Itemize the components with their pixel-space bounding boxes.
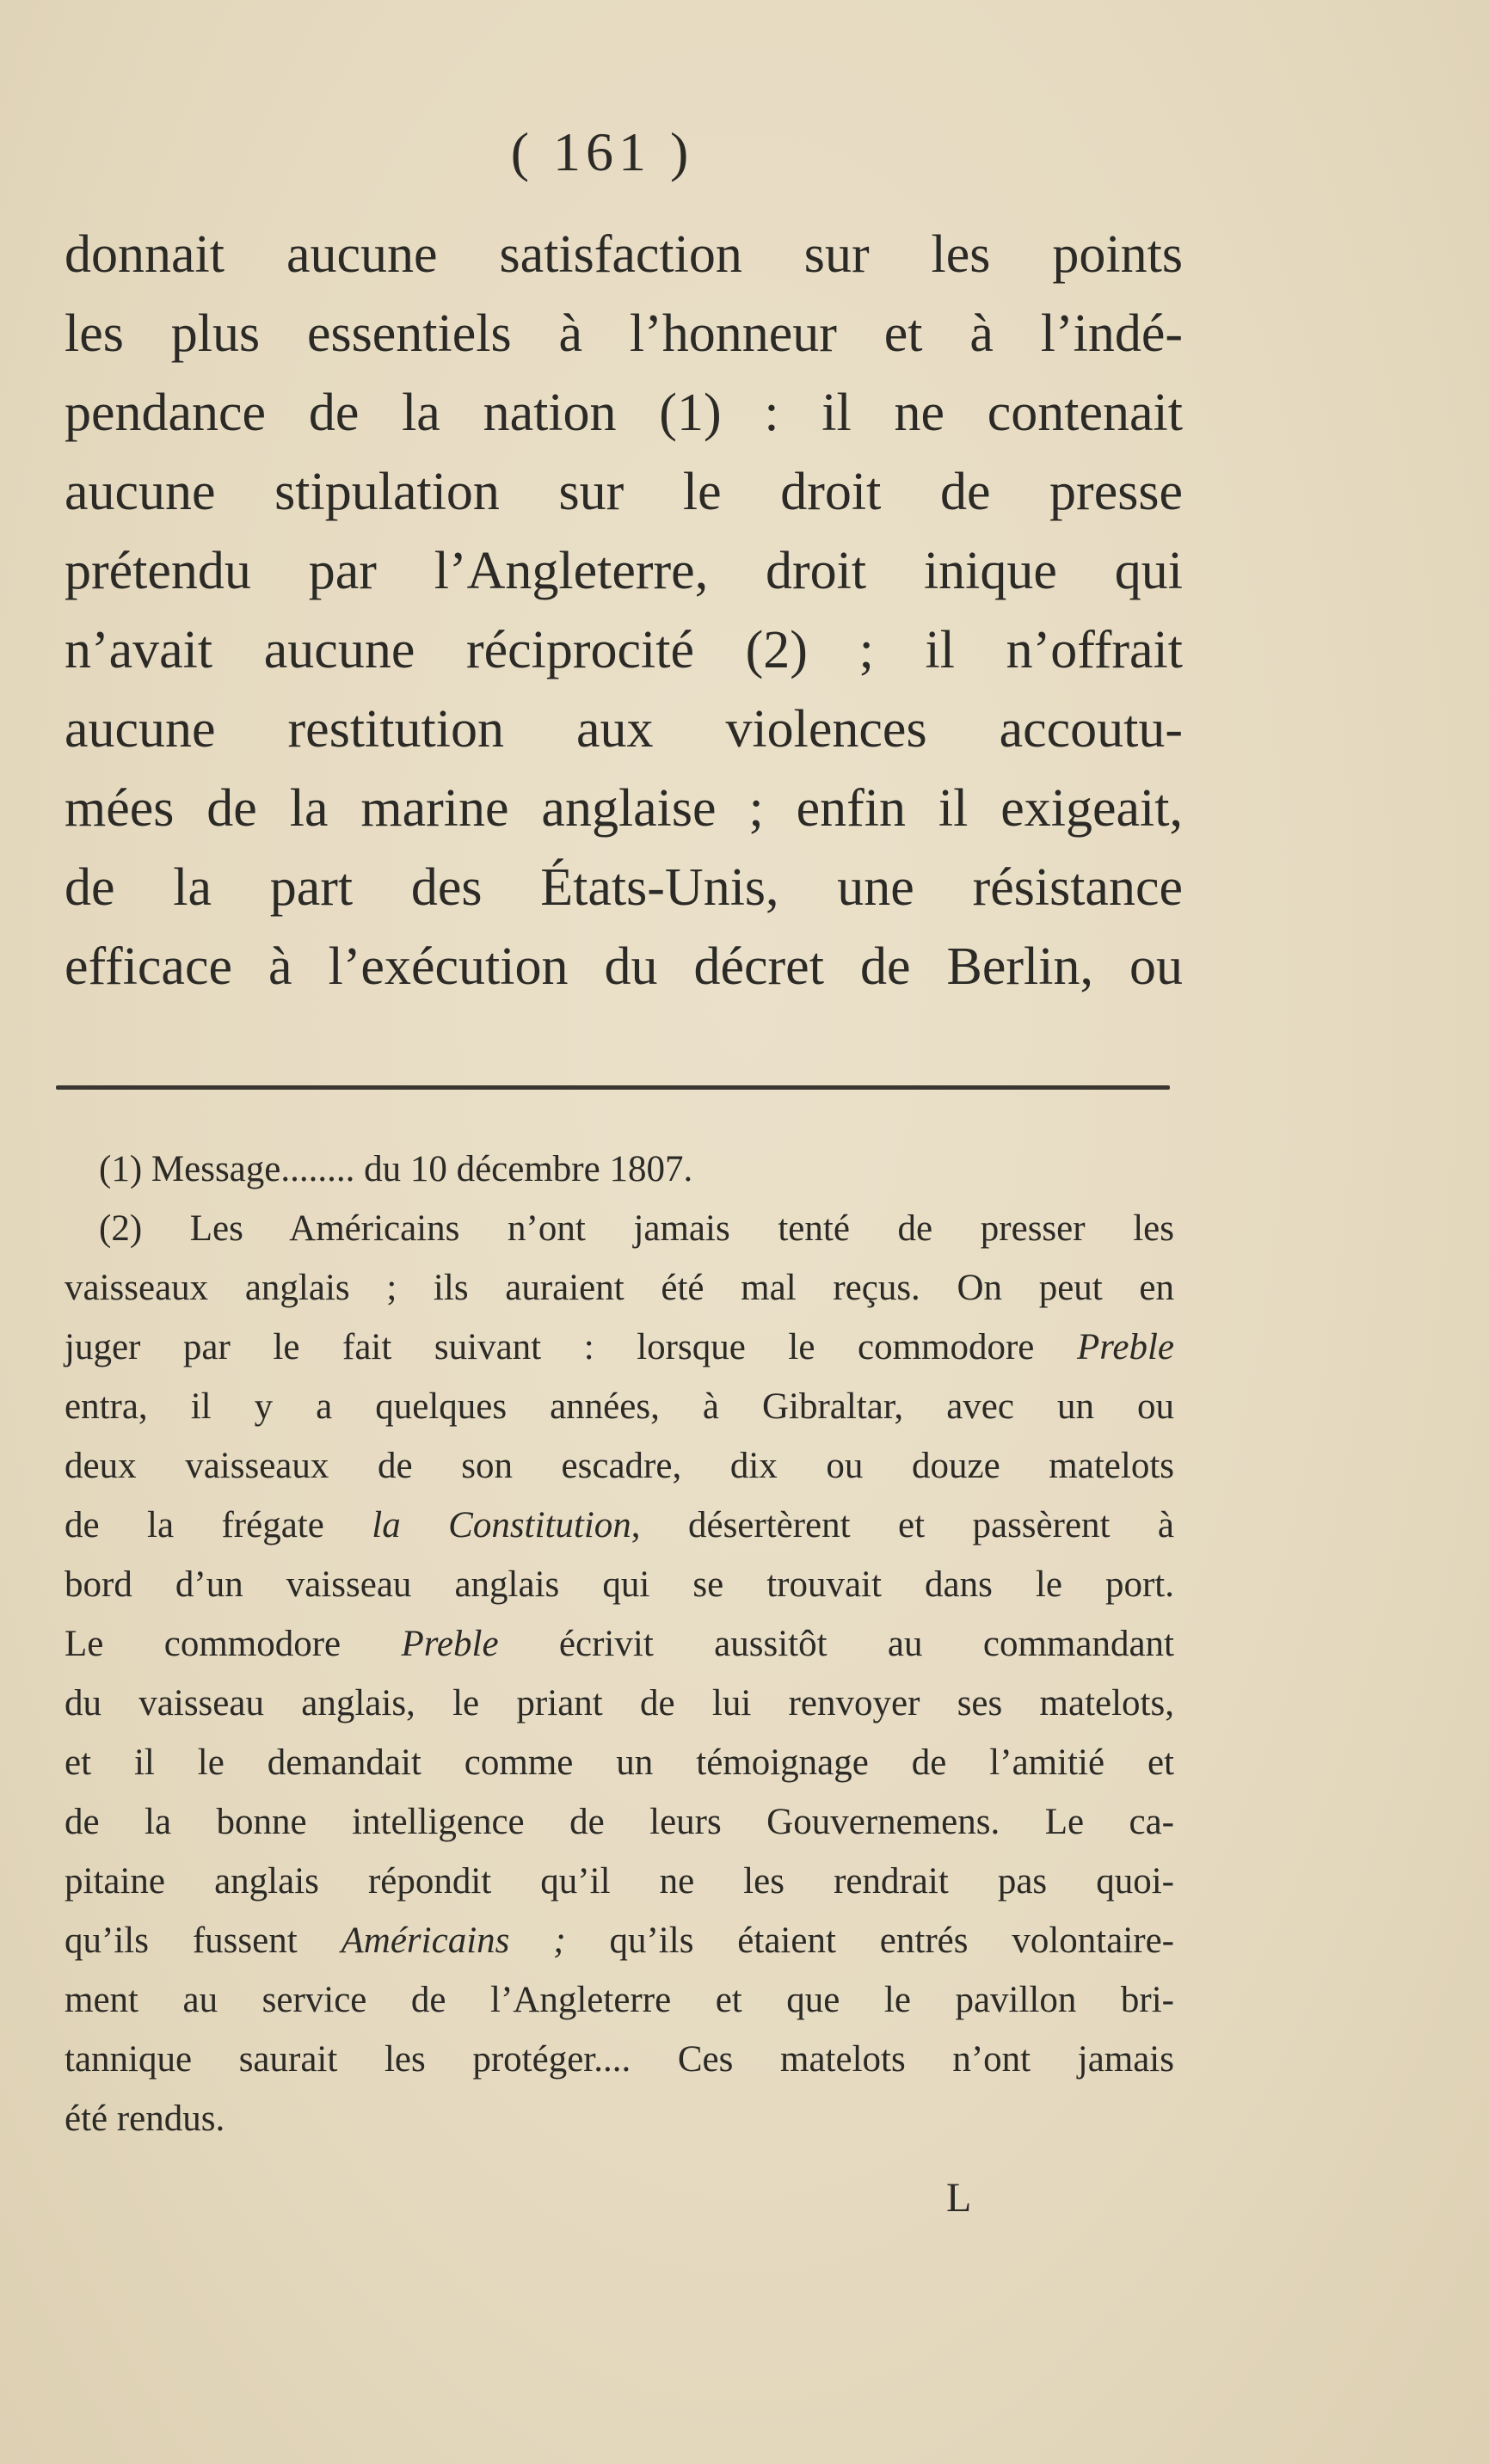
signature-mark: L [946, 2175, 972, 2221]
footnote-2-line: bord d’un vaisseau anglais qui se trouvait dans le port. [65, 1564, 1174, 1605]
footnote-2-line: ment au service de l’Angleterre et que le pavillon bri- [65, 1980, 1174, 2020]
footnote-2-line: été rendus. [65, 2098, 225, 2139]
footnote-2-line: (2) Les Américains n’ont jamais tenté de presser les [99, 1208, 1174, 1249]
footnote-2-line: de la bonne intelligence de leurs Gouvernemens. Le ca- [65, 1802, 1174, 1842]
text-line: mées de la marine anglaise ; enfin il exigeait, [65, 779, 1183, 838]
footnote-separator-rule [56, 1085, 1170, 1090]
footnote-italic-word: Américains ; [341, 1920, 566, 1961]
text-line: efficace à l’exécution du décret de Berlin, ou [65, 937, 1183, 996]
footnote-2-line [65, 1911, 1174, 1970]
footnote-text: qu’ils fussent [65, 1920, 341, 1961]
footnote-italic-name: Preble [1076, 1327, 1174, 1367]
footnote-2-line: pitaine anglais répondit qu’il ne les rendrait pas quoi- [65, 1861, 1174, 1902]
footnote-text: Le commodore [65, 1624, 402, 1664]
text-line: aucune restitution aux violences accoutu- [65, 700, 1183, 759]
footnote-2-line: vaisseaux anglais ; ils auraient été mal reçus. On peut en [65, 1268, 1174, 1308]
text-line: pendance de la nation (1) : il ne contenait [65, 384, 1183, 442]
text-line: de la part des États-Unis, une résistance [65, 858, 1183, 917]
text-line: les plus essentiels à l’honneur et à l’indé- [65, 304, 1183, 363]
footnote-italic-ship: la Constitution [372, 1505, 631, 1545]
footnote-text: , désertèrent et passèrent à [631, 1505, 1174, 1545]
footnote-2-line: du vaisseau anglais, le priant de lui renvoyer ses matelots, [65, 1683, 1174, 1724]
text-line: prétendu par l’Angleterre, droit inique qui [65, 542, 1183, 600]
footnote-2-line: tannique saurait les protéger.... Ces matelots n’ont jamais [65, 2039, 1174, 2080]
footnote-text: juger par le fait suivant : lorsque le commodore [65, 1327, 1077, 1367]
footnote-italic-name: Preble [401, 1624, 499, 1664]
footnote-1: (1) Message........ du 10 décembre 1807. [99, 1149, 693, 1189]
footnote-text: écrivit aussitôt au commandant [498, 1624, 1174, 1664]
text-line: n’avait aucune réciprocité (2) ; il n’offrait [65, 621, 1183, 679]
footnote-2-line: entra, il y a quelques années, à Gibraltar, avec un ou [65, 1386, 1174, 1427]
footnotes [65, 1140, 1174, 2148]
page-number: ( 161 ) [510, 121, 694, 182]
footnote-2-line [65, 1318, 1174, 1377]
footnote-2-line [65, 1496, 1174, 1555]
text-line: aucune stipulation sur le droit de presse [65, 463, 1183, 521]
main-text [65, 215, 1183, 1006]
footnote-2-line: deux vaisseaux de son escadre, dix ou douze matelots [65, 1446, 1174, 1486]
footnote-2-line [65, 1614, 1174, 1674]
footnote-2-line: et il le demandait comme un témoignage de l’amitié et [65, 1742, 1174, 1783]
footnote-text: de la frégate [65, 1505, 372, 1545]
footnote-text: qu’ils étaient entrés volontaire- [565, 1920, 1174, 1961]
text-line: donnait aucune satisfaction sur les points [65, 225, 1183, 284]
